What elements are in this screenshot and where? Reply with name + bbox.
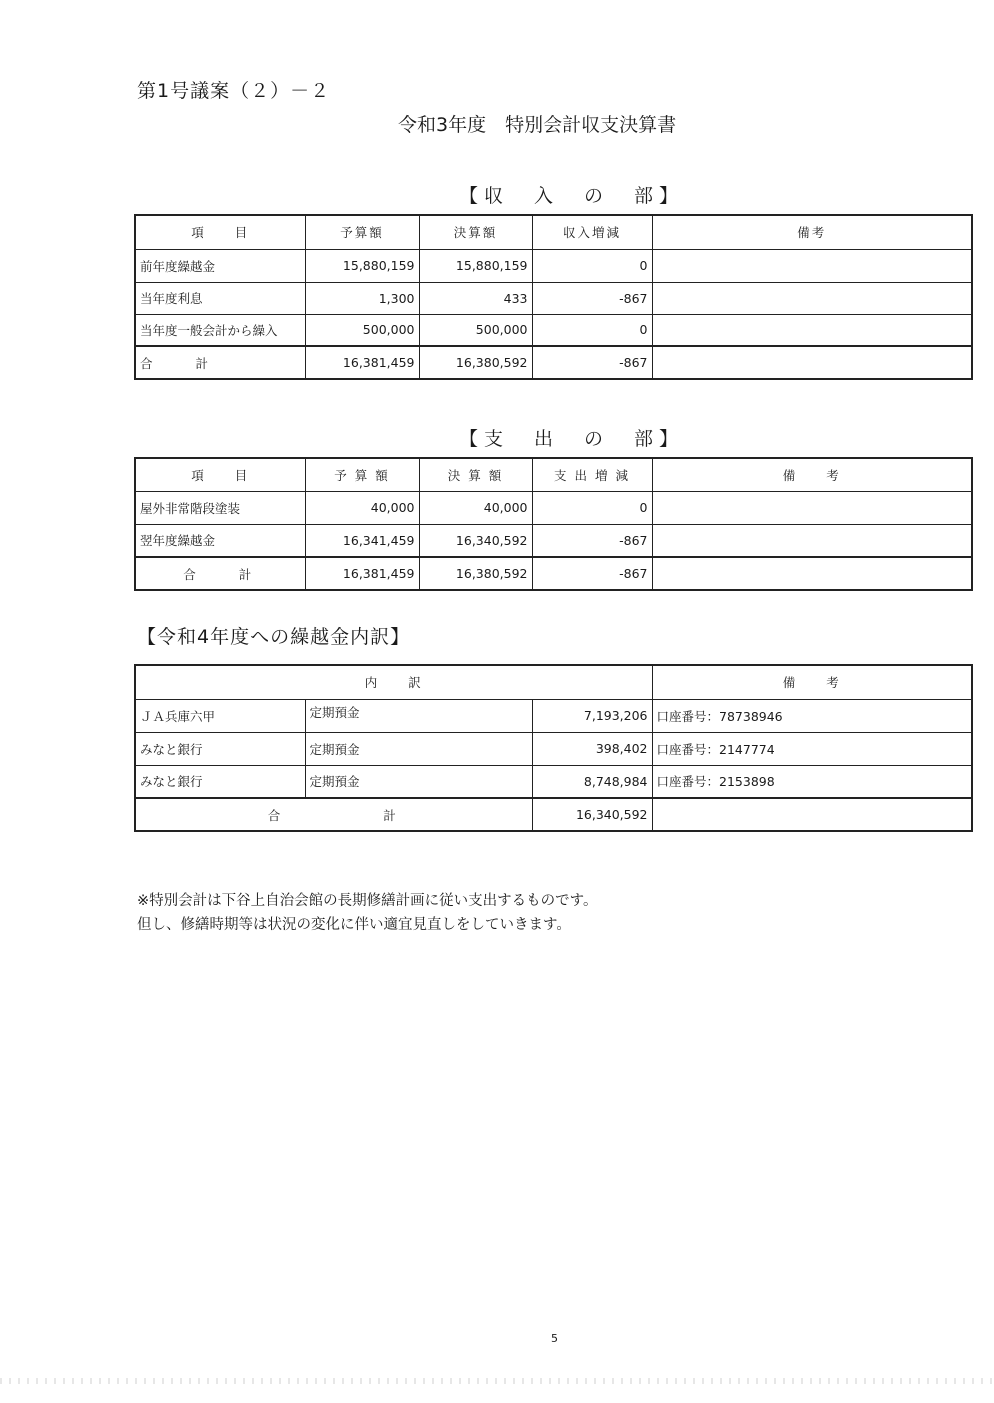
carryover-col-breakdown: 内 訳	[135, 665, 652, 699]
income-actual: 500,000	[419, 314, 532, 346]
income-note	[652, 282, 972, 314]
carryover-col-note: 備 考	[652, 665, 972, 699]
income-table	[134, 214, 973, 380]
carryover-total-amount: 16,340,592	[532, 798, 652, 831]
carryover-bank: みなと銀行	[135, 732, 305, 765]
expense-budget: 16,341,459	[305, 524, 419, 557]
table-row	[135, 524, 972, 557]
income-total-diff: -867	[532, 346, 652, 379]
income-col-budget: 予算額	[305, 215, 419, 249]
income-item: 当年度利息	[135, 282, 305, 314]
expense-actual: 40,000	[419, 491, 532, 524]
income-total-label: 合 計	[135, 346, 305, 379]
carryover-note: 口座番号：78738946	[652, 699, 972, 732]
expense-table	[134, 457, 973, 591]
income-total-row	[135, 346, 972, 379]
carryover-amount: 8,748,984	[532, 765, 652, 798]
expense-actual: 16,340,592	[419, 524, 532, 557]
carryover-total-label: 合 計	[135, 798, 532, 831]
income-total-note	[652, 346, 972, 379]
table-row	[135, 249, 972, 282]
income-actual: 15,880,159	[419, 249, 532, 282]
expense-note	[652, 491, 972, 524]
page-number: 5	[551, 1332, 558, 1345]
carryover-type: 定期預金	[305, 732, 532, 765]
carryover-note: 口座番号：2153898	[652, 765, 972, 798]
note-line-1: ※特別会計は下谷上自治会館の長期修繕計画に従い支出するものです。	[137, 893, 598, 909]
expense-col-actual: 決 算 額	[419, 458, 532, 491]
expense-total-note	[652, 557, 972, 590]
expense-section-title: 【支 出 の 部】	[459, 428, 685, 450]
income-budget: 15,880,159	[305, 249, 419, 282]
income-note	[652, 314, 972, 346]
expense-diff: -867	[532, 524, 652, 557]
income-section-title: 【収 入 の 部】	[459, 185, 685, 207]
income-total-budget: 16,381,459	[305, 346, 419, 379]
income-diff: 0	[532, 314, 652, 346]
carryover-total-row	[135, 798, 972, 831]
income-col-note: 備考	[652, 215, 972, 249]
expense-item: 翌年度繰越金	[135, 524, 305, 557]
carryover-table	[134, 664, 973, 832]
expense-col-item: 項 目	[135, 458, 305, 491]
expense-total-budget: 16,381,459	[305, 557, 419, 590]
expense-note	[652, 524, 972, 557]
expense-col-note: 備 考	[652, 458, 972, 491]
carryover-bank: ＪＡ兵庫六甲	[135, 699, 305, 732]
income-item: 当年度一般会計から繰入	[135, 314, 305, 346]
carryover-bank: みなと銀行	[135, 765, 305, 798]
income-budget: 1,300	[305, 282, 419, 314]
carryover-amount: 7,193,206	[532, 699, 652, 732]
income-col-actual: 決算額	[419, 215, 532, 249]
carryover-note: 口座番号：2147774	[652, 732, 972, 765]
income-budget: 500,000	[305, 314, 419, 346]
income-diff: 0	[532, 249, 652, 282]
expense-col-budget: 予 算 額	[305, 458, 419, 491]
income-col-item: 項 目	[135, 215, 305, 249]
document-title: 令和3年度 特別会計収支決算書	[398, 114, 677, 136]
expense-total-diff: -867	[532, 557, 652, 590]
note-line-2: 但し、修繕時期等は状況の変化に伴い適宜見直しをしていきます。	[137, 917, 571, 933]
income-actual: 433	[419, 282, 532, 314]
table-row	[135, 314, 972, 346]
table-row	[135, 282, 972, 314]
carryover-type: 定期預金	[305, 765, 532, 798]
expense-col-diff: 支 出 増 減	[532, 458, 652, 491]
carryover-amount: 398,402	[532, 732, 652, 765]
carryover-total-note	[652, 798, 972, 831]
income-note	[652, 249, 972, 282]
carryover-type: 定期預金	[305, 699, 532, 732]
scan-noise-strip	[0, 1378, 994, 1384]
expense-total-row	[135, 557, 972, 590]
income-col-diff: 収入増減	[532, 215, 652, 249]
income-diff: -867	[532, 282, 652, 314]
expense-total-actual: 16,380,592	[419, 557, 532, 590]
expense-budget: 40,000	[305, 491, 419, 524]
agenda-number: 第1号議案（２）－２	[137, 80, 331, 102]
expense-total-label: 合 計	[135, 557, 305, 590]
expense-item: 屋外非常階段塗装	[135, 491, 305, 524]
table-row	[135, 765, 972, 798]
table-row	[135, 699, 972, 732]
income-total-actual: 16,380,592	[419, 346, 532, 379]
carryover-section-title: 【令和4年度への繰越金内訳】	[137, 626, 411, 648]
table-row	[135, 732, 972, 765]
table-row	[135, 491, 972, 524]
income-item: 前年度繰越金	[135, 249, 305, 282]
expense-diff: 0	[532, 491, 652, 524]
